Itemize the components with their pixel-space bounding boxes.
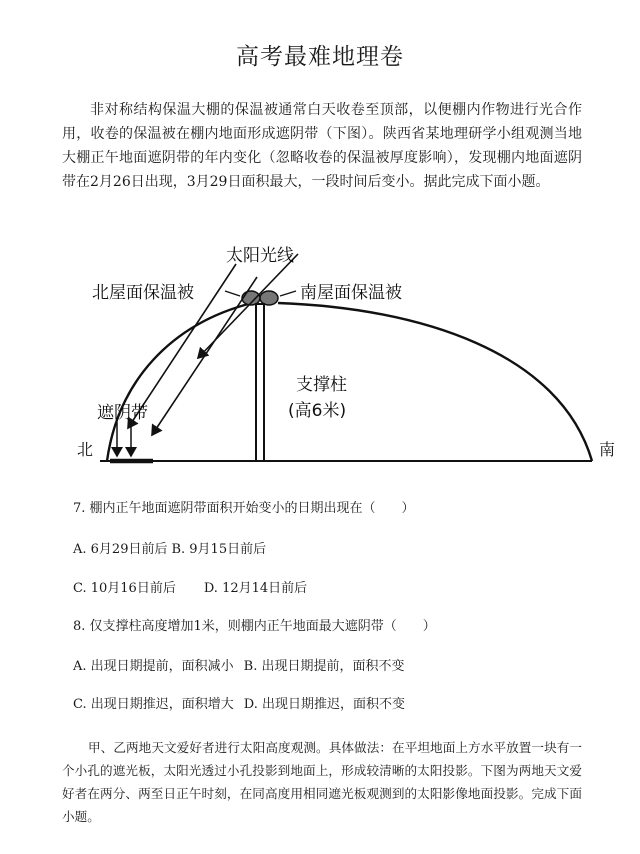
- intro-paragraph: 非对称结构保温大棚的保温被通常白天收卷至顶部，以便棚内作物进行光合作用，收卷的保温被在棚内地面形成遮阴带（下图）。陕西省某地理研学小组观测当地大棚正午地面遮阴带的年内变化（忽略收卷的保温被厚度影响），发现棚内地面遮阴带在2月26日出现，3月29日面积最大，一段时间后变小。据此完成下面小题。: [62, 102, 582, 190]
- page-title: 高考最难地理卷: [236, 44, 404, 70]
- support-pillar: [256, 304, 264, 461]
- question-7-option-d[interactable]: D. 12月14日前后: [203, 581, 308, 596]
- north-roof-curve: [107, 303, 252, 461]
- north-label: 北: [77, 440, 94, 459]
- question-7-options-row-1: [73, 538, 266, 557]
- question-7-option-a[interactable]: A. 6月29日前后: [73, 542, 168, 557]
- question-7-option-b[interactable]: B. 9月15日前后: [171, 542, 267, 557]
- question-8-option-d[interactable]: D. 出现日期推迟，面积不变: [243, 697, 405, 712]
- question-8-options-row-1: [73, 655, 404, 674]
- south-quilt-leader: [280, 291, 296, 296]
- south-quilt-roll: [260, 291, 278, 305]
- south-quilt-label: 南屋面保温被: [300, 283, 402, 303]
- pillar-height-label: (高6米): [288, 401, 347, 421]
- outro-paragraph: 甲、乙两地天文爱好者进行太阳高度观测。具体做法：在平坦地面上方水平放置一块有一个小孔的遮光板，太阳光透过小孔投影到地面上，形成较清晰的太阳投影。下图为两地天文爱好者在两分、两至日正午时刻，在同高度用相同遮光板观测到的太阳影像地面投影。完成下面小题。: [62, 740, 582, 824]
- north-quilt-label: 北屋面保温被: [92, 283, 194, 303]
- question-8-options-row-2: [73, 693, 405, 712]
- pillar-label: 支撑柱: [296, 375, 347, 395]
- question-7-options-row-2: [73, 577, 307, 596]
- south-label: 南: [599, 440, 616, 459]
- sun-ray-3: [198, 254, 298, 358]
- question-8-option-c[interactable]: C. 出现日期推迟，面积增大: [73, 697, 234, 712]
- question-7-stem: 7. 棚内正午地面遮阴带面积开始变小的日期出现在（ ）: [73, 501, 415, 516]
- north-quilt-leader: [225, 291, 240, 296]
- question-8-option-b[interactable]: B. 出现日期提前，面积不变: [243, 659, 405, 674]
- shade-band-label: 遮阴带: [97, 403, 148, 423]
- question-8-stem: 8. 仅支撑柱高度增加1米，则棚内正午地面最大遮阴带（ ）: [73, 619, 436, 634]
- question-8-option-a[interactable]: A. 出现日期提前，面积减小: [73, 659, 234, 674]
- sun-rays-label: 太阳光线: [226, 246, 294, 266]
- question-7-option-c[interactable]: C. 10月16日前后: [73, 581, 176, 596]
- greenhouse-diagram: [0, 232, 640, 482]
